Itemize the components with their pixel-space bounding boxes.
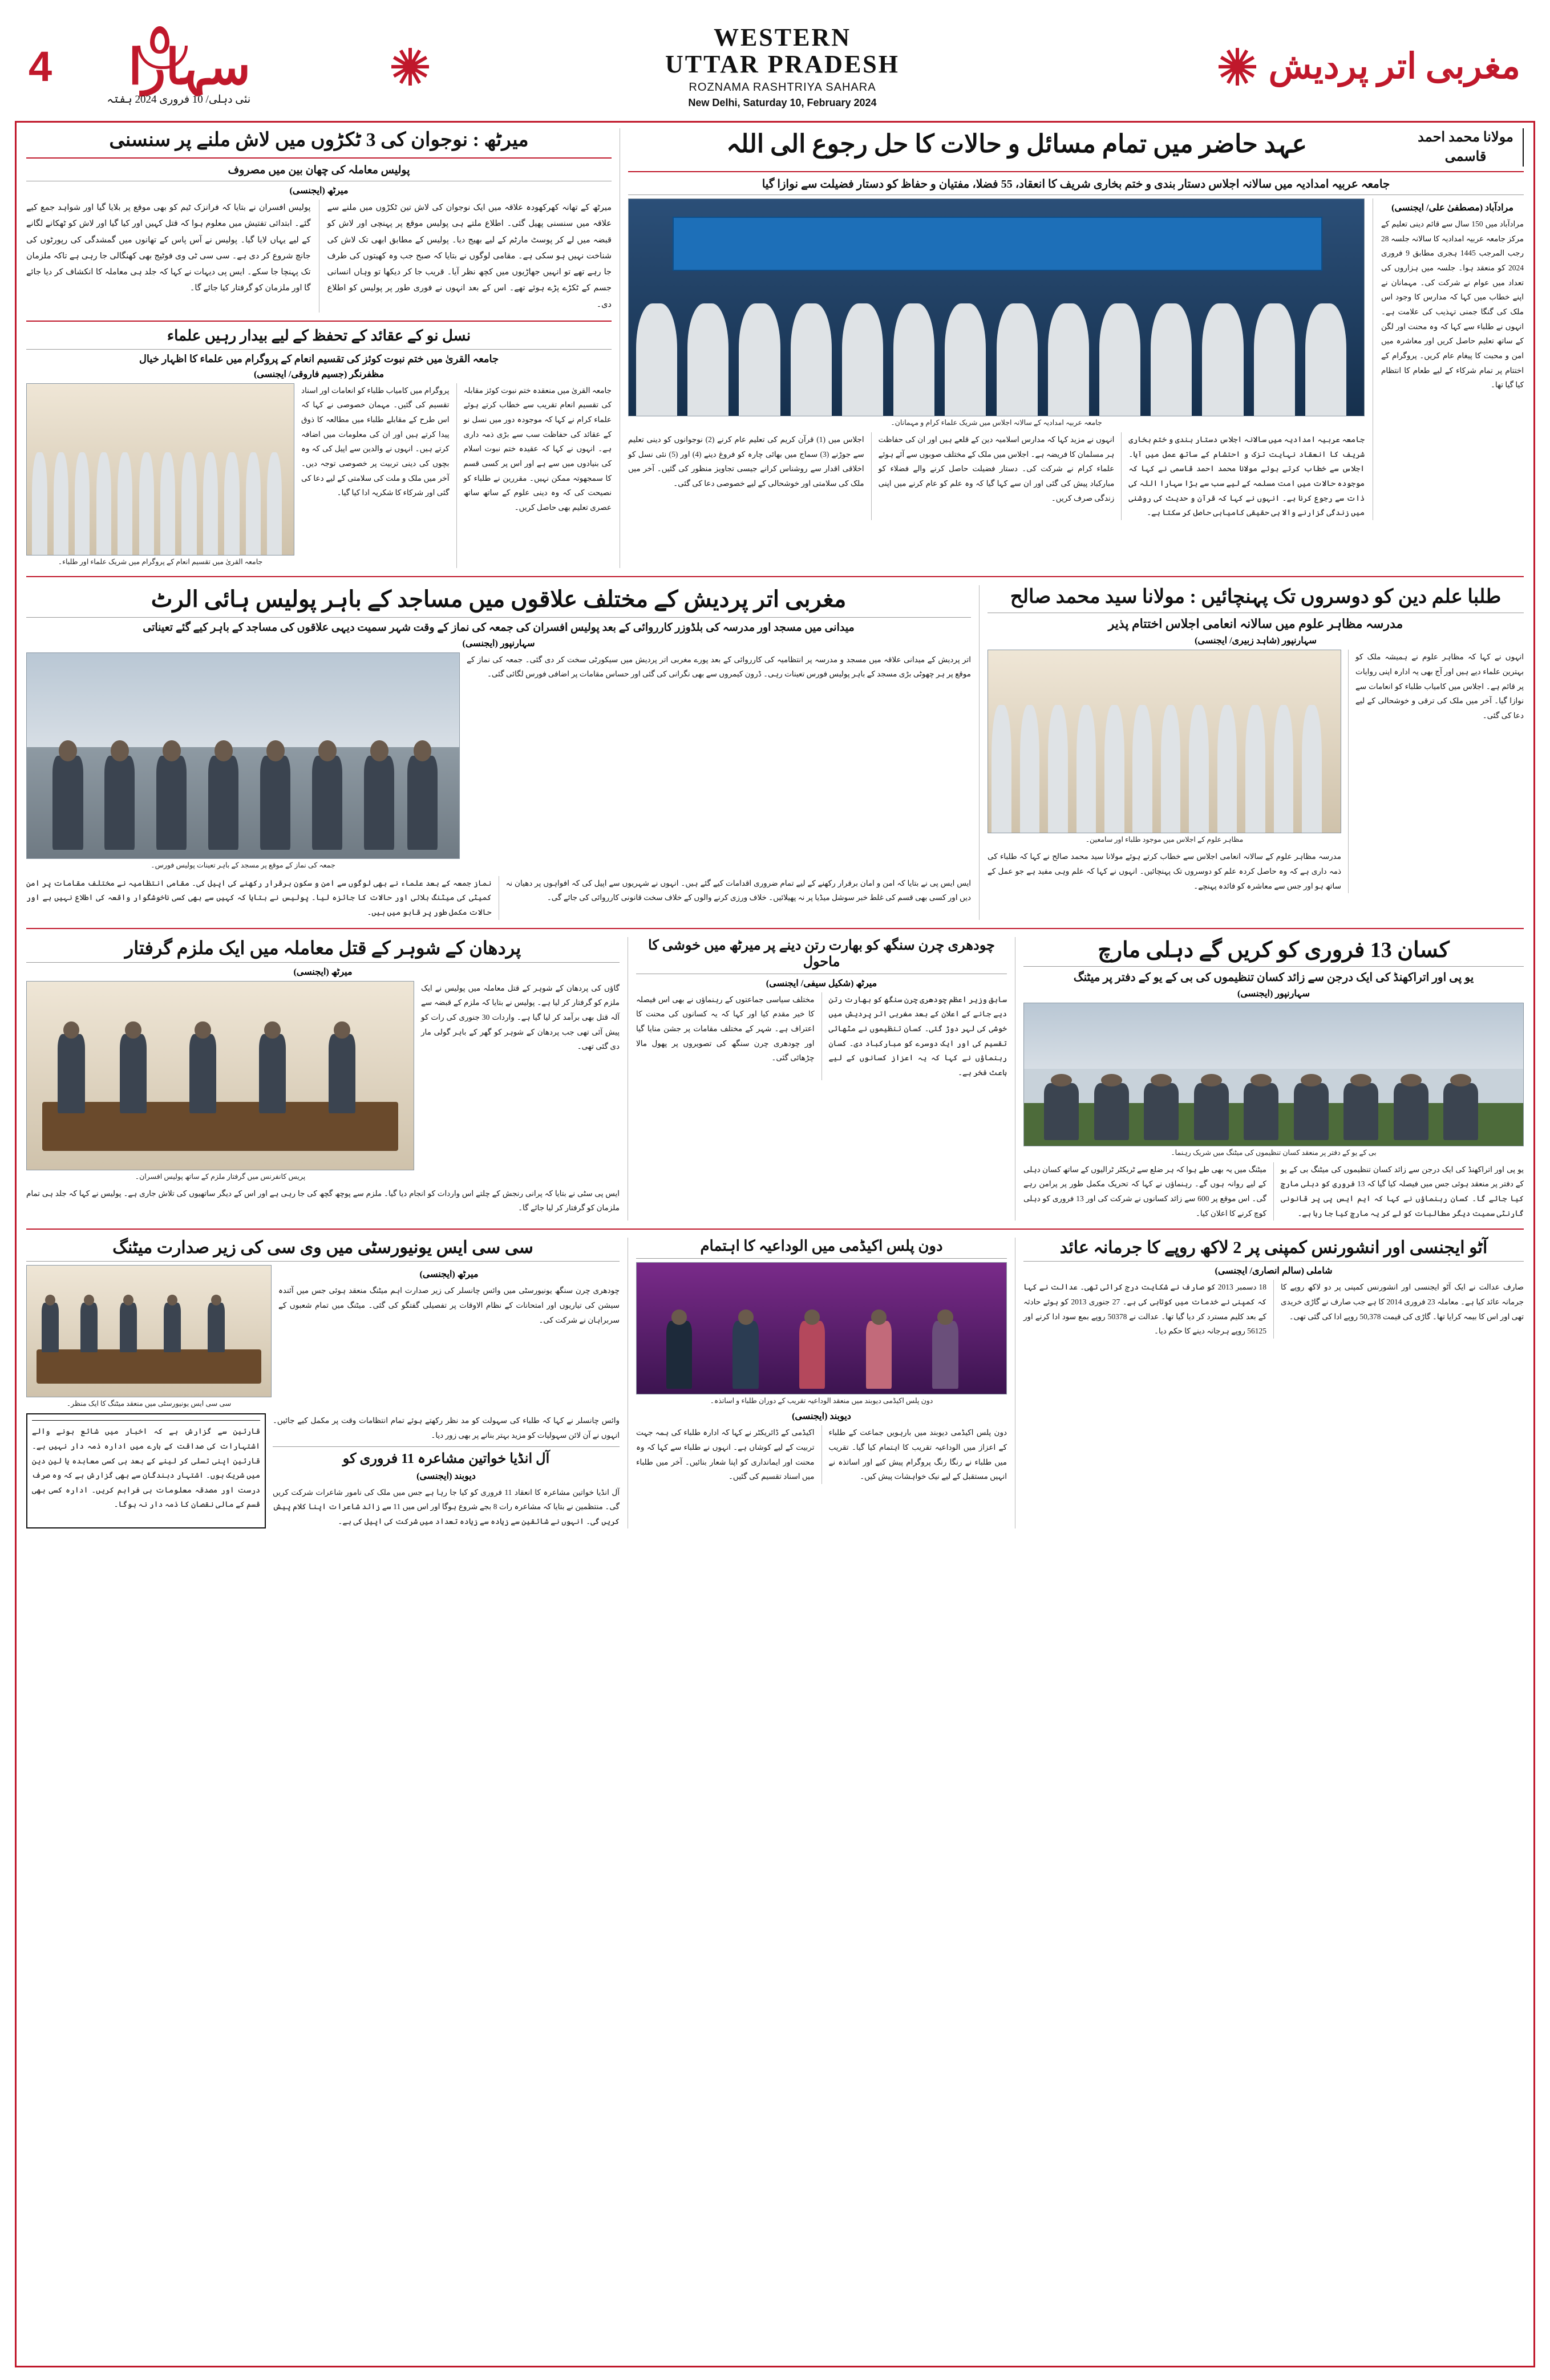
alqurra-subheadline: جامعہ القریٰ میں ختم نبوت کوئز کی تقسیم انعام کے پروگرام میں علماء کا اظہار خیال (139, 352, 499, 364)
kisan-subheadline: یو پی اور اتراکھنڈ کی ایک درجن سے زائد کسان تنظیموں کی بی کے یو کے دفتر پر میٹنگ (1073, 971, 1474, 984)
page-number: 4 (29, 43, 52, 90)
center-col-a: جامعہ عربیہ امدادیہ میں سالانہ اجلاس دستار بندی و ختم بخاری شریف کا انعقاد نہایت تزک و احتشام کے ساتھ عمل میں آیا۔ اجلاس سے خطاب کرتے ہوئے مولانا محمد احمد قاسمی نے کہا کہ موجودہ حالات میں امت مسلمہ کے لیے سب سے بڑا سہارا اللہ کی ذات سے رجوع کرنا ہے۔ انہوں نے کہا کہ قرآن و حدیث کی روشنی میں زندگی گزارنے والا ہی حقیقی کامیابی حاصل کر سکتا ہے۔ (1128, 435, 1365, 517)
meerut-byline: میرٹھ (ایجنسی) (289, 186, 349, 196)
pardhan-col-2: ایس پی سٹی نے بتایا کہ پرانی رنجش کے چلتے اس واردات کو انجام دیا گیا۔ ملزم سے پوچھ گچھ کی جا رہی ہے اور اس کے دیگر ساتھیوں کی تلاش جاری ہے۔ پولیس نے کہا کہ جلد ہی تمام ملزمان کو گرفتار کر لیا جائے گا۔ (26, 1189, 620, 1213)
masthead (15, 13, 1535, 123)
police-col-2: ایس ایس پی نے بتایا کہ امن و امان برقرار رکھنے کے لیے تمام ضروری اقدامات کیے گئے ہیں۔ انہوں نے شہریوں سے اپیل کی کہ افواہوں پر دھیان نہ دیں اور کسی بھی قسم کی غلط خبر سوشل میڈیا پر نہ پھیلائیں۔ خلاف ورزی کرنے والوں کے خلاف سخت قانونی کارروائی کی جائے گی۔ (505, 878, 971, 902)
mushaira-body: آل انڈیا خواتین مشاعرہ کا انعقاد 11 فروری کو کیا جا رہا ہے جس میں ملک کی نامور شاعرات شرکت کریں گی۔ منتظمین نے بتایا کہ مشاعرہ رات 8 بجے شروع ہوگا اور اس میں 11 سے زائد شاعرات اپنا کلام پیش کریں گی۔ انہوں نے شائقین سے زیادہ سے زیادہ تعداد میں شرکت کی اپیل کی ہے۔ (273, 1487, 620, 1526)
meerut-subheadline: پولیس معاملہ کی چھان بین میں مصروف (228, 164, 410, 176)
notice-body: قارئین سے گزارش ہے کہ اخبار میں شائع ہونے والے اشتہارات کی صداقت کے بارے میں ادارہ ذمہ دار نہیں ہے۔ قارئین اپنی تسلی کر لینے کے بعد ہی کسی معاہدہ یا لین دین میں شریک ہوں۔ اشتہار دہندگان سے بھی گزارش ہے کہ وہ صرف درست اور مصدقہ معلومات ہی فراہم کریں۔ ادارہ کسی بھی قسم کے مالی نقصان کا ذمہ دار نہ ہوگا۔ (32, 1427, 260, 1509)
charan-col-2: مختلف سیاسی جماعتوں کے رہنماؤں نے بھی اس فیصلہ کا خیر مقدم کیا اور کہا کہ یہ کسانوں کی محنت کا اعتراف ہے۔ شہر کے مختلف مقامات پر جشن منایا گیا اور چودھری چرن سنگھ کی تصویروں پر پھول مالا چڑھائی گئی۔ (636, 995, 815, 1063)
pardhan-headline: پردھان کے شوہر کے قتل معاملہ میں ایک ملزم گرفتار (124, 937, 521, 958)
kisan-headline: کسان 13 فروری کو کریں گے دہلی مارچ (1098, 938, 1450, 962)
meerut-headline: میرٹھ : نوجوان کی 3 ٹکڑوں میں لاش ملنے پر سنسنی (109, 129, 529, 151)
alqurra-photo (26, 383, 294, 556)
alqurra-photo-caption: جامعہ القریٰ میں تقسیم انعام کے پروگرام میں شریک علماء اور طلباء۔ (58, 557, 263, 566)
doon-byline: دیوبند (ایجنسی) (792, 1412, 851, 1422)
charan-byline: میرٹھ (شکیل سیفی/ ایجنسی) (766, 978, 877, 988)
starburst-icon-right (1219, 48, 1256, 86)
insurance-byline: شاملی (سالم انصاری/ ایجنسی) (1215, 1266, 1333, 1276)
madrasa-col-1: مدرسہ مظاہر علوم کے سالانہ انعامی اجلاس سے خطاب کرتے ہوئے مولانا سید محمد صالح نے کہا کہ طلباء کی ذمہ داری ہے کہ وہ حاصل کردہ علم کو دوسروں تک پہنچائیں۔ انہوں نے کہا کہ علم وہی مفید ہے جو عمل کے ساتھ ہو اور جس سے معاشرہ کو فائدہ پہنچے۔ (988, 852, 1341, 890)
kisan-photo-caption: بی کے یو کے دفتر پر منعقد کسان تنظیموں کی میٹنگ میں شریک رہنما۔ (1171, 1148, 1377, 1157)
insurance-col-2: 18 دسمبر 2013 کو صارف نے شکایت درج کرائی تھی۔ عدالت نے کہا کہ کمپنی نے خدمات میں کوتاہی کی ہے۔ 27 جنوری 2013 کو ہوئے حادثہ کے بعد کلیم مسترد کر دیا گیا تھا۔ عدالت نے 50378 روپے بمع سود ادا کرنے اور 56125 روپے ہرجانہ دینے کا حکم دیا۔ (1023, 1283, 1267, 1336)
police-photo (26, 652, 460, 859)
mushaira-headline: آل انڈیا خواتین مشاعرہ 11 فروری کو (342, 1451, 550, 1466)
center-right-byline: مرادآباد (مصطفیٰ علی/ ایجنسی) (1391, 203, 1513, 213)
ccs-headline: سی سی ایس یونیورسٹی میں وی سی کی زیر صدارت میٹنگ (112, 1238, 533, 1258)
masthead-center (429, 25, 1136, 108)
madrasa-byline: سہارنپور (شاہد زبیری/ ایجنسی) (1195, 636, 1317, 646)
alqurra-col-1: جامعہ القریٰ میں منعقدہ ختم نبوت کوئز مقابلہ کی تقسیم انعام تقریب سے خطاب کرتے ہوئے علماء کرام نے کہا کہ موجودہ دور میں نسل نو کے عقائد کی حفاظت سب سے بڑی ذمہ داری ہے۔ انہوں نے کہا کہ عقیدہ ختم نبوت اسلام کی بنیادوں میں سے ہے اور اس پر کسی قسم کا سمجھوتہ ممکن نہیں۔ مقررین نے طلباء کو نصیحت کی کہ وہ دینی علوم کے ساتھ ساتھ عصری تعلیم بھی حاصل کریں۔ (463, 386, 612, 512)
doon-headline: دون پلس اکیڈمی میں الوداعیہ کا اہتمام (700, 1238, 943, 1255)
mushaira-byline: دیوبند (ایجنسی) (416, 1471, 476, 1481)
ccs-byline: میرٹھ (ایجنسی) (419, 1270, 479, 1280)
pardhan-byline: میرٹھ (ایجنسی) (293, 967, 353, 977)
kisan-col-2: میٹنگ میں یہ بھی طے ہوا کہ ہر ضلع سے ٹریکٹر ٹرالیوں کے ساتھ کسان دہلی کے لیے روانہ ہوں گے۔ رہنماؤں نے کہا کہ تحریک مکمل طور پر پرامن رہے گی۔ اس موقع پر 600 سے زائد کسانوں نے شرکت کی اور 13 فروری کو دہلی کوچ کرنے کا اعلان کیا۔ (1023, 1165, 1266, 1218)
pardhan-photo (26, 981, 414, 1170)
police-headline: مغربی اتر پردیش کے مختلف علاقوں میں مساجد کے باہر پولیس ہائی الرٹ (151, 586, 847, 612)
starburst-icon (391, 48, 429, 86)
sahara-logo (62, 24, 250, 110)
doon-col-1: دون پلس اکیڈمی دیوبند میں بارہویں جماعت کے طلباء کے اعزاز میں الوداعیہ تقریب کا اہتمام کیا گیا۔ تقریب میں طلباء نے رنگا رنگ پروگرام پیش کیے اور اساتذہ نے انہیں مستقبل کے لیے نیک خواہشات پیش کیں۔ (828, 1428, 1007, 1481)
insurance-col-1: صارف عدالت نے ایک آٹو ایجنسی اور انشورنس کمپنی پر دو لاکھ روپے کا جرمانہ عائد کیا ہے۔ معاملہ 23 فروری 2014 کا ہے جب صارف نے گاڑی خریدی تھی اور اس کا بیمہ کرایا تھا۔ گاڑی کی قیمت 50,378 روپے ادا کی گئی تھی۔ (1281, 1283, 1524, 1321)
police-photo-caption: جمعہ کی نماز کے موقع پر مسجد کے باہر تعینات پولیس فورس۔ (151, 861, 335, 869)
charan-headline: چودھری چرن سنگھ کو بھارت رتن دینے پر میرٹھ میں خوشی کا ماحول (648, 938, 995, 970)
kisan-col-1: یو پی اور اتراکھنڈ کی ایک درجن سے زائد کسان تنظیموں کی میٹنگ بی کے یو کے دفتر پر منعقد ہوئی جس میں فیصلہ کیا گیا کہ 13 فروری کو دہلی مارچ کیا جائے گا۔ کسان رہنماؤں نے کہا کہ ایم ایس پی پر قانونی گارنٹی سمیت دیگر مطالبات کو لے کر یہ مارچ کیا جا رہا ہے۔ (1281, 1165, 1524, 1218)
madrasa-col-2: انہوں نے کہا کہ مظاہر علوم نے ہمیشہ ملک کو بہترین علماء دیے ہیں اور آج بھی یہ ادارہ اپنی روایات پر قائم ہے۔ اجلاس میں کامیاب طلباء کو انعامات سے نوازا گیا۔ آخر میں ملک کی ترقی و خوشحالی کے لیے دعا کی گئی۔ (1355, 652, 1524, 720)
center-author: مولانا محمد احمد قاسمی (1418, 130, 1513, 164)
police-col-1: اتر پردیش کے میدانی علاقہ میں مسجد و مدرسہ پر انتظامیہ کی کارروائی کے بعد پورے مغربی اتر پردیش میں سیکورٹی سخت کر دی گئی۔ جمعہ کی نماز کے موقع پر ہر چھوٹی بڑی مسجد کے باہر پولیس فورس تعینات رہی۔ ڈرون کیمروں سے بھی نگرانی کی گئی اور حساس مقامات پر اضافی فورس لگائی گئی۔ (467, 655, 971, 679)
police-byline: سہارنپور (ایجنسی) (462, 638, 535, 648)
meerut-col-2: پولیس افسران نے بتایا کہ فرانزک ٹیم کو بھی موقع پر بلایا گیا اور شواہد جمع کیے گئے۔ ابتدائی تفتیش میں معلوم ہوا کہ قتل کہیں اور کیا گیا اور لاش کو ٹھکانے لگانے کے لیے یہاں لایا گیا۔ پولیس نے آس پاس کے تھانوں میں گمشدگی کی رپورٹوں کی جانچ شروع کر دی ہے۔ سی سی ٹی وی فوٹیج بھی کھنگالی جا رہی ہے تاکہ ملزمان تک پہنچا جا سکے۔ ایس پی دیہات نے کہا کہ جلد ہی معاملہ کا انکشاف کر دیا جائے گا اور ملزمان کو گرفتار کیا جائے گا۔ (26, 203, 311, 293)
ccs-col-1: چودھری چرن سنگھ یونیورسٹی میں وائس چانسلر کی زیر صدارت اہم میٹنگ منعقد ہوئی جس میں آئندہ سیشن کی تیاریوں اور امتحانات کے نظام الاوقات پر تفصیلی گفتگو کی گئی۔ میٹنگ میں تمام شعبوں کے سربراہان نے شرکت کی۔ (278, 1286, 620, 1324)
ccs-photo-caption: سی سی ایس یونیورسٹی میں منعقد میٹنگ کا ایک منظر۔ (66, 1400, 232, 1408)
doon-photo (636, 1262, 1007, 1394)
doon-photo-caption: دون پلس اکیڈمی دیوبند میں منعقد الوداعیہ تقریب کے دوران طلباء و اساتذہ۔ (710, 1397, 933, 1405)
masthead-right (1136, 47, 1535, 86)
kisan-byline: سہارنپور (ایجنسی) (1237, 988, 1310, 999)
madrasa-headline: طلبا علم دین کو دوسروں تک پہنچائیں : مولانا سید محمد صالح (1010, 586, 1502, 607)
police-col-3: نماز جمعہ کے بعد علماء نے بھی لوگوں سے امن و سکون برقرار رکھنے کی اپیل کی۔ مقامی انتظامیہ نے مختلف مقامات پر امن کمیٹی کی میٹنگ بلائی اور حالات کا جائزہ لیا۔ پولیس نے بتایا کہ کہیں سے بھی کسی ناخوشگوار واقعہ کی اطلاع نہیں ہے اور حالات مکمل طور پر قابو میں ہیں۔ (26, 878, 492, 917)
center-col-c: اجلاس میں (1) قرآن کریم کی تعلیم عام کرنے (2) نوجوانوں کو دینی تعلیم سے جوڑنے (3) سماج میں بھائی چارہ کو فروغ دینے (4) اور (5) نئی نسل کو اخلاقی اقدار سے روشناس کرانے جیسی تجاویز منظور کی گئیں۔ آخر میں ملک کی سلامتی اور خوشحالی کے لیے خصوصی دعا کی گئی۔ (628, 435, 864, 488)
kisan-photo (1023, 1003, 1524, 1146)
center-right-col: مرادآباد میں 150 سال سے قائم دینی تعلیم کے مرکز جامعہ عربیہ امدادیہ کا سالانہ جلسہ 28 رجب المرجب 1445 ہجری مطابق 9 فروری 2024 کو منعقد ہوا۔ جلسہ میں ہزاروں کی تعداد میں عوام نے شرکت کی۔ مہمانان نے اپنے خطاب میں کہا کہ مدارس کا وجود اس ملک کی گنگا جمنی تہذیب کی علامت ہے۔ انہوں نے طلباء سے کہا کہ وہ محنت اور لگن کے ساتھ تعلیم حاصل کریں اور معاشرہ میں امن و محبت کا پیغام عام کریں۔ پروگرام کے اختتام پر تمام شرکاء کے لیے طعام کا انتظام کیا گیا تھا۔ (1381, 220, 1524, 390)
uttar-pradesh-title: UTTAR PRADESH (665, 50, 900, 78)
pardhan-col-1: گاؤں کی پردھان کے شوہر کے قتل معاملہ میں پولیس نے ایک ملزم کو گرفتار کر لیا ہے۔ پولیس نے بتایا کہ ملزم کے قبضہ سے آلہ قتل بھی برآمد کر لیا گیا ہے۔ واردات 30 جنوری کی رات کو پیش آئی تھی جب پردھان کے شوہر کو گھر کے باہر گولی مار دی گئی تھی۔ (421, 983, 620, 1051)
center-headline: عہد حاضر میں تمام مسائل و حالات کا حل رجوع الی اللہ (726, 130, 1307, 158)
logo-subtitle: نئی دہلی/ 10 فروری 2024 ہفتہ (107, 94, 251, 106)
doon-col-2: اکیڈمی کے ڈائریکٹر نے کہا کہ ادارہ طلباء کی ہمہ جہت تربیت کے لیے کوشاں ہے۔ انہوں نے طلباء سے کہا کہ وہ محنت اور ایمانداری کو اپنا شعار بنائیں۔ آخر میں طلباء میں اسناد تقسیم کی گئیں۔ (636, 1428, 815, 1481)
alqurra-byline: مظفرنگر (جسیم فاروقی/ ایجنسی) (253, 369, 385, 379)
date-line: New Delhi, Saturday 10, February 2024 (688, 96, 877, 108)
section-title-urdu: مغربی اتر پردیش (1268, 47, 1520, 86)
police-subheadline: میدانی میں مسجد اور مدرسہ کی بلڈوزر کارروائی کے بعد پولیس افسران کی جمعہ کی نماز کے وقت شہر سمیت دیہی علاقوں کی مساجد کے باہر کیے گئے تعیناتی (143, 621, 855, 634)
alqurra-col-2: پروگرام میں کامیاب طلباء کو انعامات اور اسناد تقسیم کی گئیں۔ مہمان خصوصی نے کہا کہ اس طرح کے مقابلے طلباء میں مطالعہ کا ذوق پیدا کرتے ہیں اور ان کی معلومات میں اضافہ کرتے ہیں۔ انہوں نے والدین سے اپیل کی کہ وہ بچوں کی دینی تربیت پر خصوصی توجہ دیں۔ آخر میں ملک و ملت کی سلامتی کے لیے دعا کی گئی اور شرکاء کا شکریہ ادا کیا گیا۔ (301, 386, 450, 497)
masthead-left (15, 24, 391, 110)
insurance-headline: آٹو ایجنسی اور انشورنس کمپنی پر 2 لاکھ روپے کا جرمانہ عائد (1059, 1238, 1488, 1258)
alqurra-headline: نسل نو کے عقائد کے تحفظ کے لیے بیدار رہیں علماء (167, 327, 471, 344)
meerut-col-1: میرٹھ کے تھانہ کھرکھودہ علاقہ میں ایک نوجوان کی لاش تین ٹکڑوں میں ملنے سے علاقہ میں سنسنی پھیل گئی۔ اطلاع ملتے ہی پولیس موقع پر پہنچی اور لاش کو قبضہ میں لے کر پوسٹ مارٹم کے لیے بھیج دیا۔ پولیس کے مطابق ابھی تک لاش کی شناخت نہیں ہو سکی ہے۔ مقامی لوگوں نے بتایا کہ صبح جب وہ کھیتوں کی طرف جا رہے تھے تو انہیں جھاڑیوں میں کچھ نظر آیا۔ قریب جا کر دیکھا تو وہاں انسانی جسم کے ٹکڑے پڑے ہوئے تھے۔ اس کے بعد انہوں نے فوری طور پر پولیس کو اطلاع دی۔ (327, 203, 612, 309)
center-col-b: انہوں نے مزید کہا کہ مدارس اسلامیہ دین کے قلعے ہیں اور ان کی حفاظت ہر مسلمان کا فریضہ ہے۔ اجلاس میں ملک کے مختلف صوبوں سے آئے ہوئے علماء کرام نے شرکت کی۔ دستار فضیلت حاصل کرنے والے فضلاء کو مبارکباد پیش کی گئی اور ان سے کہا گیا کہ وہ علم کو عام کرنے میں اپنی زندگی صرف کریں۔ (878, 435, 1115, 502)
madrasa-photo-caption: مظاہر علوم کے اجلاس میں موجود طلباء اور سامعین۔ (1085, 836, 1244, 844)
madrasa-subheadline: مدرسہ مظاہر علوم میں سالانہ انعامی اجلاس اختتام پذیر (1108, 617, 1403, 631)
roznama-line: ROZNAMA RASHTRIYA SAHARA (689, 80, 876, 94)
ccs-photo (26, 1265, 272, 1397)
center-photo-caption: جامعہ عربیہ امدادیہ کے سالانہ اجلاس میں شریک علماء کرام و مہمانان۔ (891, 419, 1102, 427)
center-photo (628, 198, 1365, 416)
western-title: WESTERN (713, 23, 852, 52)
ccs-col-2: وائس چانسلر نے کہا کہ طلباء کی سہولت کو مد نظر رکھتے ہوئے تمام انتظامات وقت پر مکمل کیے جائیں۔ انہوں نے آن لائن سہولیات کو مزید بہتر بنانے پر بھی زور دیا۔ (273, 1416, 620, 1440)
center-subheadline: جامعہ عربیہ امدادیہ میں سالانہ اجلاس دستار بندی و ختم بخاری شریف کا انعقاد، 55 فضلا، مفتیان و حفاظ کو دستار فضیلت سے نوازا گیا (762, 178, 1390, 191)
logo-urdu-text: سہارا (128, 40, 251, 95)
pardhan-photo-caption: پریس کانفرنس میں گرفتار ملزم کے ساتھ پولیس افسران۔ (135, 1172, 306, 1181)
charan-col-1: سابق وزیر اعظم چودھری چرن سنگھ کو بھارت رتن دیے جانے کے اعلان کے بعد مغربی اتر پردیش میں خوشی کی لہر دوڑ گئی۔ کسان تنظیموں نے مٹھائی تقسیم کی اور ایک دوسرے کو مبارکباد دی۔ کسان رہنماؤں نے کہا کہ یہ اعزاز کسانوں کے لیے باعث فخر ہے۔ (828, 995, 1007, 1077)
madrasa-photo (988, 650, 1341, 833)
